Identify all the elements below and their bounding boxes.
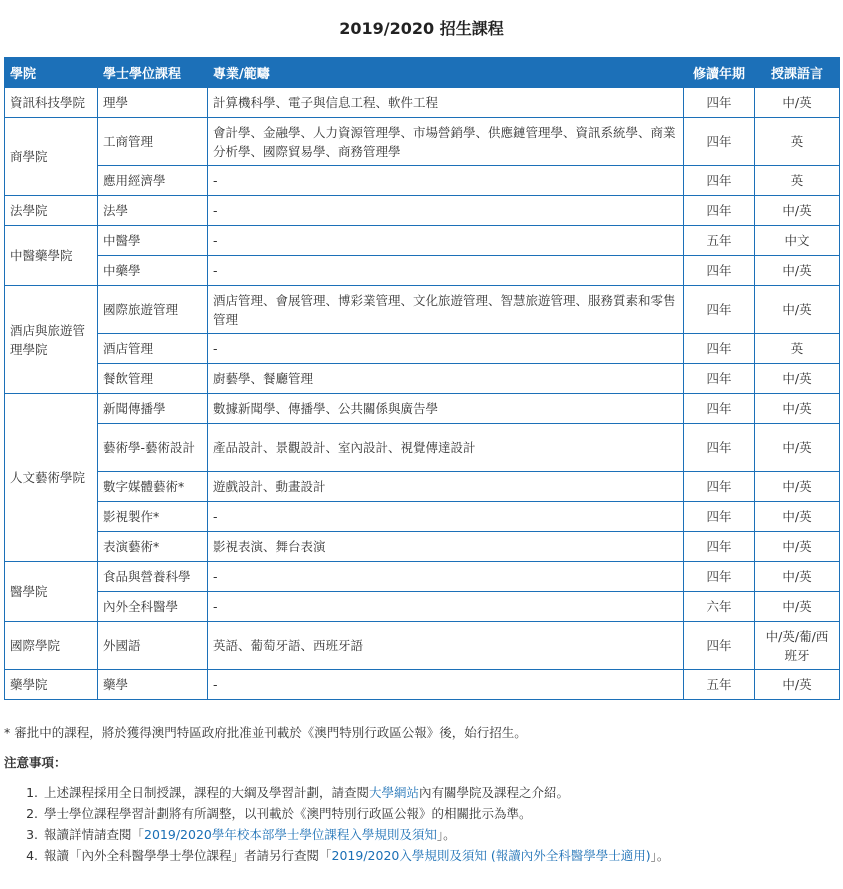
header-years: 修讀年期	[684, 58, 755, 88]
major-cell: 英語、葡萄牙語、西班牙語	[208, 622, 684, 670]
program-cell: 應用經濟學	[98, 166, 208, 196]
faculty-cell: 酒店與旅遊管理學院	[5, 286, 98, 394]
table-row	[5, 256, 840, 286]
major-cell: 計算機科學、電子與信息工程、軟件工程	[208, 88, 684, 118]
major-cell: 酒店管理、會展管理、博彩業管理、文化旅遊管理、智慧旅遊管理、服務質素和零售管理	[208, 286, 684, 334]
table-row	[5, 334, 840, 364]
language-cell: 中/英	[755, 472, 840, 502]
language-cell: 英	[755, 118, 840, 166]
footnote: * 審批中的課程，將於獲得澳門特區政府批准並刊載於《澳門特別行政區公報》後，始行招生。	[4, 725, 527, 740]
years-cell: 四年	[684, 502, 755, 532]
language-cell: 中/英	[755, 502, 840, 532]
major-cell: -	[208, 592, 684, 622]
major-cell: -	[208, 256, 684, 286]
notice-link[interactable]: 大學網站	[369, 785, 420, 800]
table-row	[5, 226, 840, 256]
faculty-cell: 法學院	[5, 196, 98, 226]
notice-text: 上述課程採用全日制授課，課程的大綱及學習計劃，請查閱	[44, 785, 370, 800]
program-cell: 內外全科醫學	[98, 592, 208, 622]
program-cell: 數字媒體藝術*	[98, 472, 208, 502]
table-row	[5, 532, 840, 562]
page-title: 2019/2020 招生課程	[339, 19, 504, 38]
notice-item	[42, 782, 839, 803]
language-cell: 英	[755, 166, 840, 196]
years-cell: 四年	[684, 394, 755, 424]
program-cell: 中醫學	[98, 226, 208, 256]
header-language: 授課語言	[755, 58, 840, 88]
table-row	[5, 166, 840, 196]
years-cell: 四年	[684, 256, 755, 286]
header-faculty: 學院	[5, 58, 98, 88]
years-cell: 四年	[684, 364, 755, 394]
table-row	[5, 88, 840, 118]
major-cell: -	[208, 502, 684, 532]
major-cell: 產品設計、景觀設計、室內設計、視覺傳達設計	[208, 424, 684, 472]
table-row	[5, 472, 840, 502]
major-cell: 影視表演、舞台表演	[208, 532, 684, 562]
program-cell: 藝術學-藝術設計	[98, 424, 208, 472]
table-row	[5, 424, 840, 472]
language-cell: 英	[755, 334, 840, 364]
program-cell: 外國語	[98, 622, 208, 670]
years-cell: 四年	[684, 532, 755, 562]
years-cell: 四年	[684, 562, 755, 592]
notice-item	[42, 824, 839, 845]
program-cell: 酒店管理	[98, 334, 208, 364]
faculty-cell: 商學院	[5, 118, 98, 196]
language-cell: 中/英/葡/西班牙	[755, 622, 840, 670]
years-cell: 四年	[684, 622, 755, 670]
program-cell: 影視製作*	[98, 502, 208, 532]
header-major: 專業/範疇	[208, 58, 684, 88]
years-cell: 六年	[684, 592, 755, 622]
program-cell: 中藥學	[98, 256, 208, 286]
table-row	[5, 592, 840, 622]
table-body	[5, 88, 840, 700]
years-cell: 四年	[684, 196, 755, 226]
years-cell: 四年	[684, 472, 755, 502]
notice-text: 學士學位課程學習計劃將有所調整，以刊載於《澳門特別行政區公報》的相關批示為準。	[44, 806, 532, 821]
program-cell: 國際旅遊管理	[98, 286, 208, 334]
faculty-cell: 人文藝術學院	[5, 394, 98, 562]
program-cell: 食品與營養科學	[98, 562, 208, 592]
language-cell: 中/英	[755, 196, 840, 226]
notice-text-end: 」。	[650, 848, 670, 863]
table-row	[5, 196, 840, 226]
years-cell: 四年	[684, 334, 755, 364]
major-cell: 廚藝學、餐廳管理	[208, 364, 684, 394]
courses-table	[4, 57, 840, 700]
faculty-cell: 中醫藥學院	[5, 226, 98, 286]
major-cell: -	[208, 562, 684, 592]
notice-text: 報讀詳情請查閱「	[44, 827, 145, 842]
program-cell: 餐飲管理	[98, 364, 208, 394]
language-cell: 中文	[755, 226, 840, 256]
years-cell: 四年	[684, 118, 755, 166]
years-cell: 五年	[684, 670, 755, 700]
language-cell: 中/英	[755, 256, 840, 286]
years-cell: 四年	[684, 286, 755, 334]
program-cell: 工商管理	[98, 118, 208, 166]
major-cell: 數據新聞學、傳播學、公共關係與廣告學	[208, 394, 684, 424]
language-cell: 中/英	[755, 592, 840, 622]
table-row	[5, 562, 840, 592]
notice-item	[42, 845, 839, 866]
major-cell: 遊戲設計、動畫設計	[208, 472, 684, 502]
faculty-cell: 藥學院	[5, 670, 98, 700]
notes-section	[4, 722, 839, 866]
table-row	[5, 670, 840, 700]
program-cell: 理學	[98, 88, 208, 118]
program-cell: 法學	[98, 196, 208, 226]
faculty-cell: 國際學院	[5, 622, 98, 670]
major-cell: 會計學、金融學、人力資源管理學、市場營銷學、供應鏈管理學、資訊系統學、商業分析學、國際貿易學、商務管理學	[208, 118, 684, 166]
notice-link[interactable]: 2019/2020入學規則及須知 (報讀內外全科醫學學士適用)	[331, 848, 651, 863]
language-cell: 中/英	[755, 562, 840, 592]
notice-text-end: 」。	[436, 827, 456, 842]
program-cell: 新聞傳播學	[98, 394, 208, 424]
language-cell: 中/英	[755, 394, 840, 424]
language-cell: 中/英	[755, 286, 840, 334]
header-program: 學士學位課程	[98, 58, 208, 88]
table-row	[5, 622, 840, 670]
years-cell: 四年	[684, 424, 755, 472]
language-cell: 中/英	[755, 532, 840, 562]
years-cell: 四年	[684, 88, 755, 118]
faculty-cell: 資訊科技學院	[5, 88, 98, 118]
table-row	[5, 502, 840, 532]
notice-text-end: 內有關學院及課程之介紹。	[419, 785, 570, 800]
major-cell: -	[208, 334, 684, 364]
faculty-cell: 醫學院	[5, 562, 98, 622]
language-cell: 中/英	[755, 424, 840, 472]
notice-link[interactable]: 2019/2020學年校本部學士學位課程入學規則及須知	[144, 827, 437, 842]
major-cell: -	[208, 196, 684, 226]
table-row	[5, 118, 840, 166]
language-cell: 中/英	[755, 364, 840, 394]
years-cell: 五年	[684, 226, 755, 256]
table-row	[5, 286, 840, 334]
table-header-row	[5, 58, 840, 88]
notice-title: 注意事項：	[4, 755, 67, 770]
notice-list	[4, 782, 839, 866]
table-row	[5, 394, 840, 424]
notice-text: 報讀「內外全科醫學學士學位課程」者請另行查閱「	[44, 848, 332, 863]
major-cell: -	[208, 166, 684, 196]
language-cell: 中/英	[755, 88, 840, 118]
table-row	[5, 364, 840, 394]
years-cell: 四年	[684, 166, 755, 196]
major-cell: -	[208, 226, 684, 256]
program-cell: 表演藝術*	[98, 532, 208, 562]
major-cell: -	[208, 670, 684, 700]
language-cell: 中/英	[755, 670, 840, 700]
program-cell: 藥學	[98, 670, 208, 700]
notice-item	[42, 803, 839, 824]
